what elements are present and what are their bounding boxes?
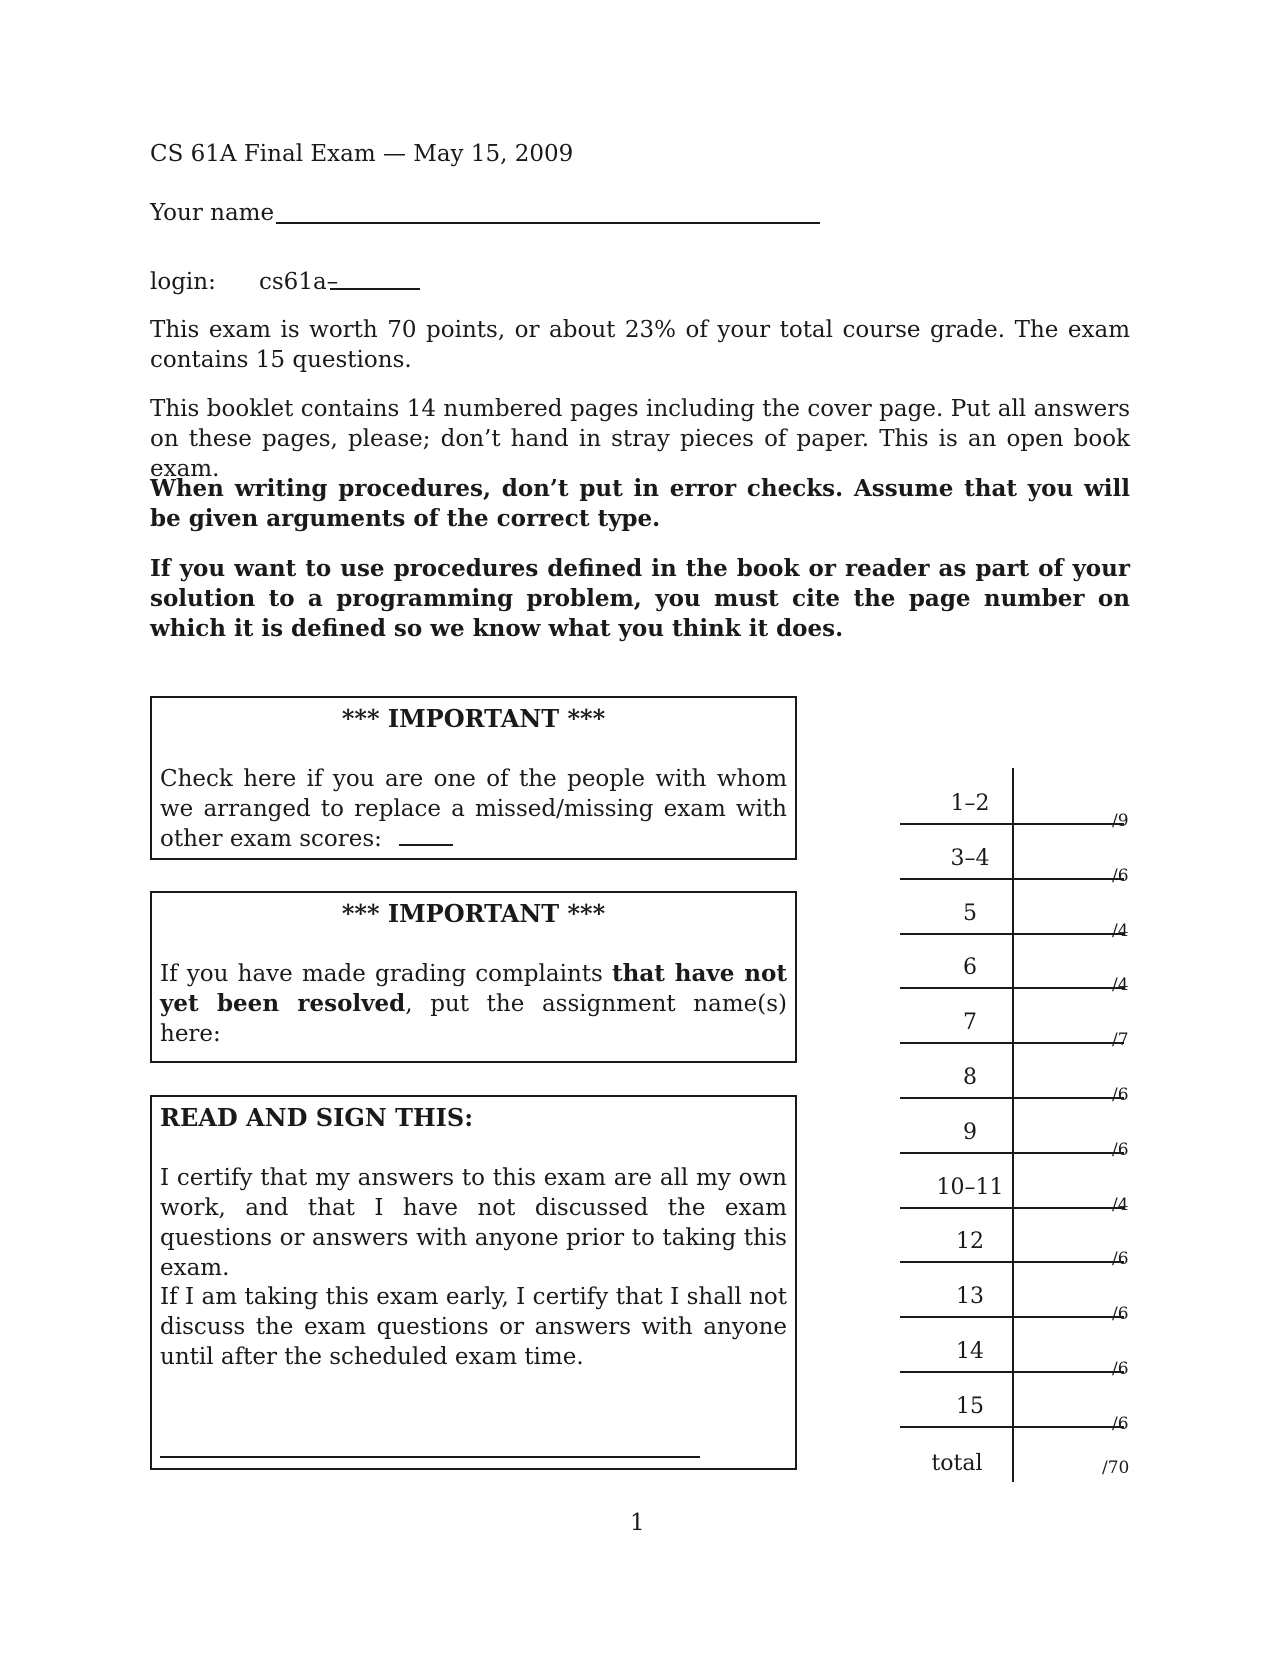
intro-paragraph-4: If you want to use procedures defined in the book or reader as part of your solution to a programming problem, you must cite the page number on which it is defined so we know what you think it does.: [150, 555, 1130, 642]
score-entry-field[interactable]: [1012, 933, 1124, 935]
score-question-label: 13: [956, 1284, 984, 1310]
box-body-post: , put the assignment name(s) here:: [160, 991, 787, 1047]
score-row-line: [900, 1426, 1012, 1428]
score-question-label: 10–11: [936, 1174, 1004, 1200]
box-body: [160, 764, 787, 854]
score-question-label: 15: [956, 1393, 984, 1419]
score-entry-field[interactable]: [1012, 1316, 1124, 1318]
score-row-line: [900, 823, 1012, 825]
score-max-points: /7: [1112, 1030, 1129, 1051]
name-label: Your name: [150, 200, 275, 226]
box-body: [160, 959, 787, 1049]
score-entry-field[interactable]: [1012, 1371, 1124, 1373]
score-total-label: total: [931, 1451, 983, 1476]
score-row-line: [900, 933, 1012, 935]
score-entry-field[interactable]: [1012, 1207, 1124, 1209]
intro-paragraph-1: This exam is worth 70 points, or about 23% of your total course grade. The exam contains 15 questions.: [150, 317, 1130, 373]
score-max-points: /4: [1112, 975, 1129, 996]
score-entry-field[interactable]: [1012, 1042, 1124, 1044]
score-max-points: /6: [1112, 865, 1129, 886]
score-row-line: [900, 878, 1012, 880]
box-body-text: Check here if you are one of the people with whom we arranged to replace a missed/missing exam with other exam scores:: [160, 766, 787, 852]
score-question-label: 1–2: [950, 791, 990, 816]
score-row-line: [900, 1371, 1012, 1373]
score-row-line: [900, 1097, 1012, 1099]
score-question-label: 3–4: [950, 845, 990, 871]
score-row-line: [900, 1042, 1012, 1044]
intro-paragraph-2: This booklet contains 14 numbered pages including the cover page. Put all answers on these pages, please; don’t hand in stray pieces of paper. This is an open book exam.: [150, 396, 1130, 482]
score-question-label: 14: [956, 1339, 984, 1364]
score-entry-field[interactable]: [1012, 1261, 1124, 1263]
box-body-bold: that have not yet been resolved: [160, 960, 787, 1017]
intro-paragraph-3: When writing procedures, don’t put in error checks. Assume that you will be given arguments of the correct type.: [150, 475, 1130, 532]
score-max-points: /4: [1112, 920, 1129, 941]
score-question-label: 7: [963, 1010, 977, 1036]
score-question-label: 8: [963, 1065, 977, 1090]
login-label: login:: [150, 269, 216, 295]
score-max-points: /6: [1112, 1249, 1129, 1270]
page-number: 1: [630, 1510, 645, 1536]
score-row-line: [900, 987, 1012, 989]
certify-paragraph-2: If I am taking this exam early, I certify that I shall not discuss the exam questions or answers with anyone until after the scheduled exam time.: [160, 1284, 787, 1370]
box-title: *** IMPORTANT ***: [341, 704, 606, 733]
login-prefix: cs61a–: [259, 269, 339, 295]
box-title: READ AND SIGN THIS:: [160, 1103, 474, 1132]
score-max-points: /4: [1112, 1194, 1129, 1215]
login-field[interactable]: [330, 288, 420, 290]
score-row-line: [900, 1207, 1012, 1209]
score-entry-field[interactable]: [1012, 1097, 1124, 1099]
score-max-points: /6: [1112, 1085, 1129, 1105]
name-field[interactable]: [276, 222, 820, 224]
score-entry-field[interactable]: [1012, 987, 1124, 989]
signature-line[interactable]: [160, 1456, 700, 1458]
score-max-points: /6: [1112, 1359, 1129, 1379]
score-entry-field[interactable]: [1012, 878, 1124, 880]
score-max-points: /6: [1112, 1304, 1129, 1325]
score-max-points: /6: [1112, 1413, 1129, 1434]
score-question-label: 12: [956, 1229, 984, 1255]
score-question-label: 6: [963, 955, 977, 981]
score-entry-field[interactable]: [1012, 823, 1124, 825]
box-title: *** IMPORTANT ***: [341, 899, 606, 928]
box-body-pre: If you have made grading complaints: [160, 961, 613, 987]
score-row-line: [900, 1152, 1012, 1154]
page-title: CS 61A Final Exam — May 15, 2009: [150, 141, 574, 167]
score-max-points: /9: [1112, 811, 1129, 831]
important-box-missed-exam: [150, 696, 797, 860]
score-question-label: 9: [963, 1119, 977, 1145]
read-and-sign-box: [150, 1095, 797, 1470]
score-max-points: /6: [1112, 1139, 1129, 1160]
score-entry-field[interactable]: [1012, 1426, 1124, 1428]
score-entry-field[interactable]: [1012, 1152, 1124, 1154]
certify-paragraph-1: I certify that my answers to this exam are all my own work, and that I have not discussed the exam questions or answers with anyone prior to taking this exam.: [160, 1165, 787, 1281]
score-row-line: [900, 1261, 1012, 1263]
score-question-label: 5: [963, 900, 977, 926]
score-total-max: /70: [1102, 1458, 1130, 1478]
important-box-grading-complaints: [150, 891, 797, 1063]
missed-exam-checkbox[interactable]: [399, 824, 453, 846]
score-row-line: [900, 1316, 1012, 1318]
